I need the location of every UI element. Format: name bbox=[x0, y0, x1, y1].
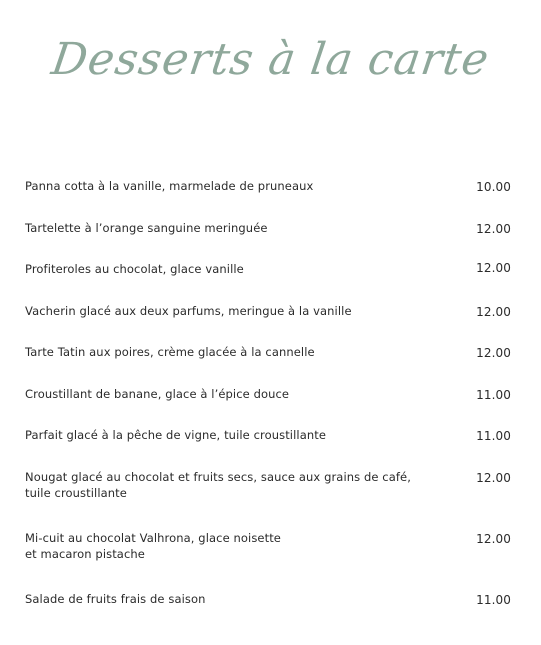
menu-item-price: 11.00 bbox=[476, 429, 511, 443]
menu-item-name: Parfait glacé à la pêche de vigne, tuile croustillante bbox=[25, 428, 327, 442]
menu-item-price: 10.00 bbox=[476, 180, 511, 194]
menu-item-name: Tarte Tatin aux poires, crème glacée à la cannelle bbox=[25, 345, 315, 359]
menu-item-price: 12.00 bbox=[476, 305, 511, 319]
menu-item-price: 12.00 bbox=[476, 261, 511, 275]
menu-item-name: Vacherin glacé aux deux parfums, meringue à la vanille bbox=[25, 304, 352, 318]
menu-item-name: Mi-cuit au chocolat Valhrona, glace noisette et macaron pistache bbox=[25, 531, 281, 561]
menu-item-price: 12.00 bbox=[476, 532, 511, 546]
menu-item-price: 11.00 bbox=[476, 388, 511, 402]
menu-item-name: Tartelette à l’orange sanguine meringuée bbox=[25, 221, 268, 235]
menu-item-name: Croustillant de banane, glace à l’épice douce bbox=[25, 387, 290, 401]
page-title: Desserts à la carte bbox=[48, 34, 493, 85]
menu-item-price: 12.00 bbox=[476, 471, 511, 485]
menu-item-price: 12.00 bbox=[476, 222, 511, 236]
menu-item-price: 11.00 bbox=[476, 593, 511, 607]
menu-item-name: Salade de fruits frais de saison bbox=[25, 592, 206, 606]
title-area bbox=[0, 10, 541, 110]
menu-item-name: Panna cotta à la vanille, marmelade de pruneaux bbox=[25, 179, 314, 193]
menu-item-name: Nougat glacé au chocolat et fruits secs, sauce aux grains de café, tuile croustillante bbox=[25, 470, 411, 500]
menu-item-price: 12.00 bbox=[476, 346, 511, 360]
menu-item-name: Profiteroles au chocolat, glace vanille bbox=[25, 262, 244, 276]
